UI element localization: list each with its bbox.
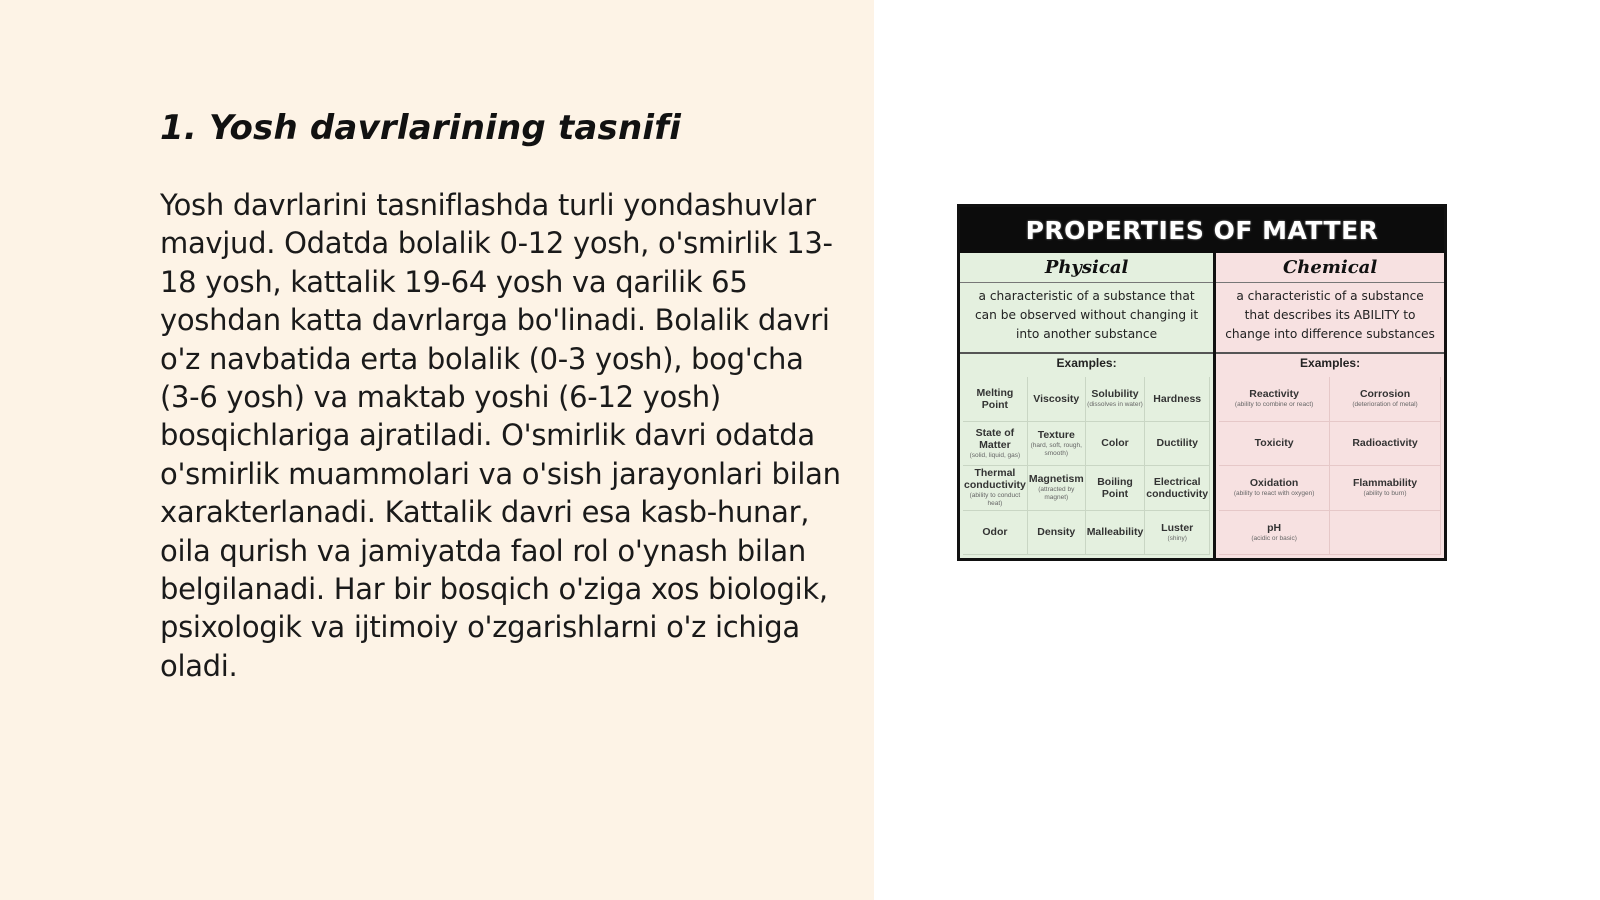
physical-example-name: Density: [1037, 526, 1076, 539]
chemical-example-cell: [1219, 422, 1330, 467]
physical-example-cell: [963, 466, 1028, 511]
chemical-example-cell: [1219, 466, 1330, 511]
physical-example-cell: [1145, 422, 1210, 467]
physical-example-cell: [1086, 511, 1146, 556]
chemical-examples-label: Examples:: [1300, 356, 1361, 370]
chemical-example-cell: [1330, 466, 1441, 511]
chemical-examples-grid: [1216, 373, 1444, 558]
properties-of-matter-image: [957, 204, 1447, 561]
physical-example-name: Magnetism: [1028, 473, 1084, 486]
chemical-example-cell: [1330, 422, 1441, 467]
physical-examples-grid: [960, 373, 1213, 558]
physical-example-name: Solubility: [1091, 388, 1139, 401]
physical-examples-label: Examples:: [1056, 356, 1117, 370]
chemical-example-name: Oxidation: [1249, 477, 1299, 490]
physical-example-name: Ductility: [1156, 437, 1198, 450]
physical-example-name: Malleability: [1086, 526, 1144, 539]
physical-example-name: State of Matter: [975, 426, 1015, 451]
slide-title: 1. Yosh davrlarining tasnifi: [160, 108, 682, 148]
physical-example-name: Color: [1101, 437, 1129, 450]
physical-example-cell: [1145, 377, 1210, 422]
physical-example-note: (solid, liquid, gas): [969, 451, 1021, 459]
physical-example-cell: [963, 377, 1028, 422]
physical-example-cell: [1145, 511, 1210, 556]
physical-example-name: Hardness: [1153, 392, 1202, 405]
chemical-definition: a characteristic of a substance that describes its ABILITY to change into difference substances: [1216, 283, 1444, 354]
physical-example-cell: [1028, 422, 1086, 467]
physical-example-name: Melting Point: [976, 386, 1014, 411]
physical-example-cell: [963, 511, 1028, 556]
physical-example-cell: [1145, 466, 1210, 511]
physical-example-name: Texture: [1037, 428, 1075, 441]
chemical-example-name: pH: [1267, 521, 1282, 534]
physical-example-note: (ability to conduct heat): [969, 492, 1021, 508]
image-header: PROPERTIES OF MATTER: [960, 207, 1444, 253]
chemical-example-note: (deterioration of metal): [1352, 401, 1418, 409]
physical-example-cell: [1086, 377, 1146, 422]
physical-example-cell: [1028, 511, 1086, 556]
chemical-example-note: (acidic or basic): [1251, 534, 1297, 542]
physical-example-name: Viscosity: [1033, 392, 1080, 405]
physical-example-name: Electrical conductivity: [1146, 475, 1209, 500]
chemical-example-name: Reactivity: [1249, 388, 1299, 401]
physical-example-cell: [963, 422, 1028, 467]
physical-definition: a characteristic of a substance that can be observed without changing it into another substance: [960, 283, 1213, 354]
chemical-example-name: Flammability: [1352, 477, 1418, 490]
physical-example-note: (hard, soft, rough, smooth): [1030, 441, 1082, 457]
chemical-example-name: Radioactivity: [1352, 437, 1418, 450]
chemical-example-cell: [1330, 377, 1441, 422]
chemical-title: Chemical: [1216, 253, 1444, 283]
chemical-example-cell: [1219, 511, 1330, 556]
chemical-example-note: (ability to combine or react): [1234, 401, 1314, 409]
chemical-example-name: Toxicity: [1254, 437, 1294, 450]
physical-example-note: (attracted by magnet): [1038, 486, 1075, 502]
chemical-example-note: (ability to react with oxygen): [1233, 490, 1315, 498]
physical-example-name: Boiling Point: [1097, 475, 1133, 500]
physical-title: Physical: [960, 253, 1213, 283]
physical-example-cell: [1086, 466, 1146, 511]
physical-example-cell: [1028, 377, 1086, 422]
chemical-example-note: (ability to burn): [1363, 490, 1407, 498]
chemical-example-cell: [1219, 377, 1330, 422]
chemical-example-name: Corrosion: [1359, 388, 1411, 401]
chemical-example-cell: [1330, 511, 1441, 556]
physical-example-name: Odor: [982, 526, 1008, 539]
physical-example-cell: [1028, 466, 1086, 511]
physical-column: [960, 253, 1216, 558]
chemical-column: [1216, 253, 1444, 558]
physical-example-cell: [1086, 422, 1146, 467]
physical-example-note: (shiny): [1167, 534, 1187, 542]
physical-example-name: Luster: [1161, 521, 1194, 534]
physical-example-name: Thermal conductivity: [964, 467, 1026, 492]
physical-example-note: (dissolves in water): [1087, 401, 1143, 409]
slide-body-text: Yosh davrlarini tasniflashda turli yondashuvlar mavjud. Odatda bolalik 0-12 yosh, o'smirlik 13-18 yosh, kattalik 19-64 yosh va qarilik 65 yoshdan katta davrlarga bo'linadi. Bolalik davri o'z navbatida erta bolalik (0-3 yosh), bog'cha (3-6 yosh) va maktab yoshi (6-12 yosh) bosqichlariga ajratiladi. O'smirlik davri odatda o'smirlik muammolari va o'sish jarayonlari bilan xarakterlanadi. Kattalik davri esa kasb-hunar, oila qurish va jamiyatda faol rol o'ynash bilan belgilanadi. Har bir bosqich o'ziga xos biologik, psixologik va ijtimoiy o'zgarishlarni o'z ichiga oladi.: [160, 188, 841, 683]
